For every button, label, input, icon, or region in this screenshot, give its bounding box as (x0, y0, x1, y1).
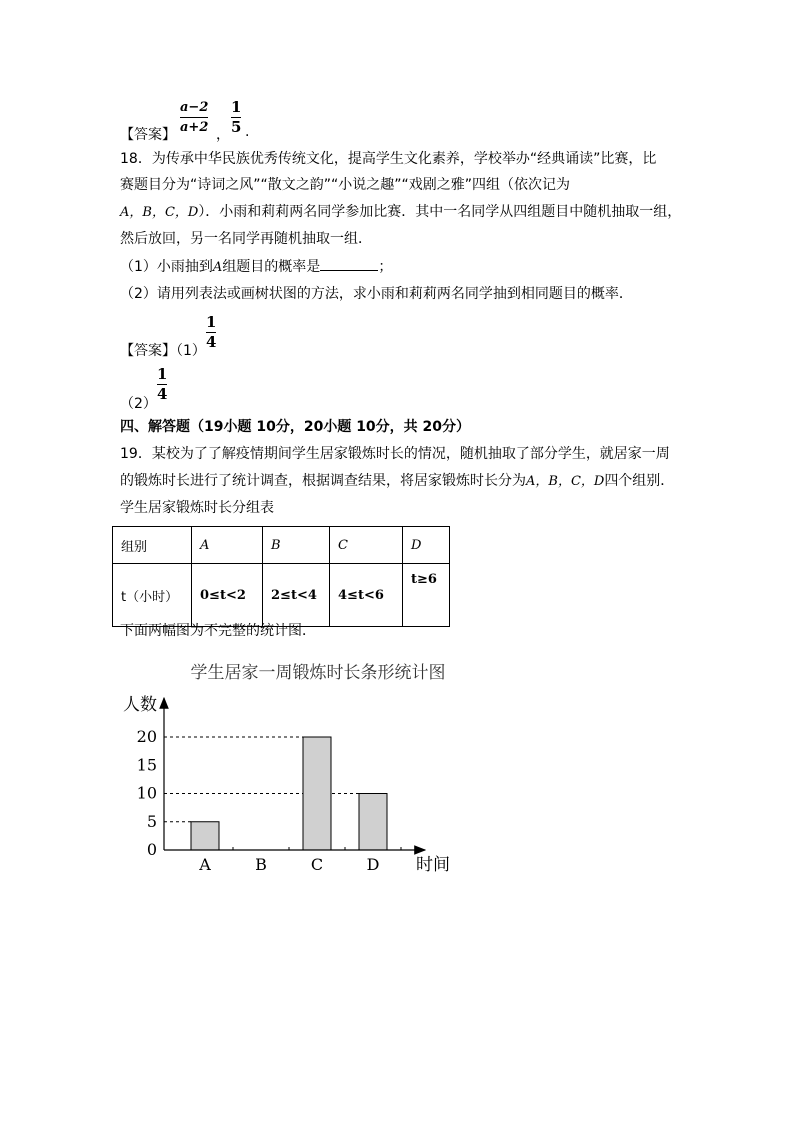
separator: ， (216, 127, 230, 143)
table-group-b: B (263, 527, 330, 564)
x-tick-label: D (366, 855, 380, 874)
table-range-d: t≥6 (403, 564, 450, 627)
fraction-denominator: 4 (157, 385, 168, 403)
x-tick-label: C (310, 855, 324, 874)
q18-part-1 (120, 258, 392, 277)
y-tick-label: 10 (136, 783, 157, 803)
y-tick-label: 15 (136, 755, 157, 775)
table-group-a: A (192, 527, 263, 564)
section-heading: 四、解答题（19小题 10分，20小题 10分，共 20分） (120, 419, 471, 435)
table-group-d: D (403, 527, 450, 564)
chart-title: 学生居家一周锻炼时长条形统计图 (190, 663, 446, 683)
x-tick-label: A (199, 855, 211, 874)
table-range-b: 2≤t<4 (263, 564, 330, 627)
q18-line-1: 18．为传承中华民族优秀传统文化，提高学生文化素养，学校举办“经典诵读”比赛，比 (120, 151, 657, 167)
table-row (113, 527, 450, 564)
q18-part-1-var: A (212, 260, 223, 275)
table-range-c: 4≤t<6 (330, 564, 403, 627)
fraction-bar (180, 117, 208, 118)
q18-answer-1-fraction (206, 314, 216, 351)
q19-line-2-a: 的锻炼时长进行了统计调查，根据调查结果，将居家锻炼时长分为 (120, 473, 526, 489)
table-group-c: C (330, 527, 403, 564)
q18-line-3-text: ）．小雨和莉莉两名同学参加比赛．其中一名同学从四组题目中随机抽取一组， (198, 204, 682, 220)
q19-line-1: 19．某校为了了解疫情期间学生居家锻炼时长的情况，随机抽取了部分学生，就居家一周 (120, 446, 670, 462)
bar-A (191, 822, 219, 850)
fraction-denominator: 5 (231, 118, 242, 136)
q18-part-1-a: （1）小雨抽到 (120, 259, 213, 275)
x-tick-label: B (255, 855, 267, 874)
table-row (113, 564, 450, 627)
period: . (245, 124, 250, 140)
q19-group-vars: A，B，C，D (526, 474, 605, 489)
q18-line-3 (120, 203, 681, 222)
q19-line-2 (120, 472, 674, 491)
table-range-a: 0≤t<2 (192, 564, 263, 627)
table-title: 学生居家锻炼时长分组表 (120, 500, 274, 516)
table-header-label: 组别 (113, 527, 192, 564)
chart-note: 下面两幅图为不完整的统计图． (120, 623, 316, 639)
q18-part-2: （2）请用列表法或画树状图的方法，求小雨和莉莉两名同学抽到相同题目的概率． (120, 286, 633, 302)
fraction-numerator: 1 (231, 98, 242, 116)
bar-C (303, 737, 331, 850)
group-table (112, 526, 450, 627)
q19-line-2-b: 四个组别． (604, 473, 675, 489)
bar-chart (100, 650, 480, 890)
q18-line-4: 然后放回，另一名同学再随机抽取一组． (120, 231, 372, 247)
q18-answer-2-label: （2） (120, 396, 157, 412)
fraction-numerator: 1 (206, 313, 217, 331)
fraction-answer-1 (180, 99, 208, 136)
q18-group-vars: A，B，C，D (120, 205, 199, 220)
fraction-denominator: 4 (206, 333, 217, 351)
fraction-denominator: a+2 (180, 120, 209, 135)
bar-D (359, 794, 387, 851)
fraction-numerator: a−2 (180, 100, 209, 115)
q18-part-1-b: 组题目的概率是 (222, 259, 321, 275)
fraction-answer-2 (231, 99, 241, 136)
x-axis-label: 时间 (416, 855, 450, 875)
q18-part-1-end: ； (378, 259, 393, 275)
q18-answer-label: 【答案】（1） (120, 343, 206, 359)
y-axis-label: 人数 (123, 695, 157, 715)
q18-line-2: 赛题目分为“诗词之风”“散文之韵”“小说之趣”“戏剧之雅”四组（依次记为 (120, 177, 571, 193)
y-tick-label: 0 (146, 840, 157, 859)
answer-label: 【答案】 (120, 127, 176, 143)
table-row-label: t（小时） (113, 564, 192, 627)
y-tick-label: 5 (146, 811, 157, 831)
answer-blank (320, 258, 378, 271)
fraction-numerator: 1 (157, 365, 168, 383)
y-tick-label: 20 (136, 727, 157, 746)
q18-answer-2-fraction (157, 366, 167, 403)
